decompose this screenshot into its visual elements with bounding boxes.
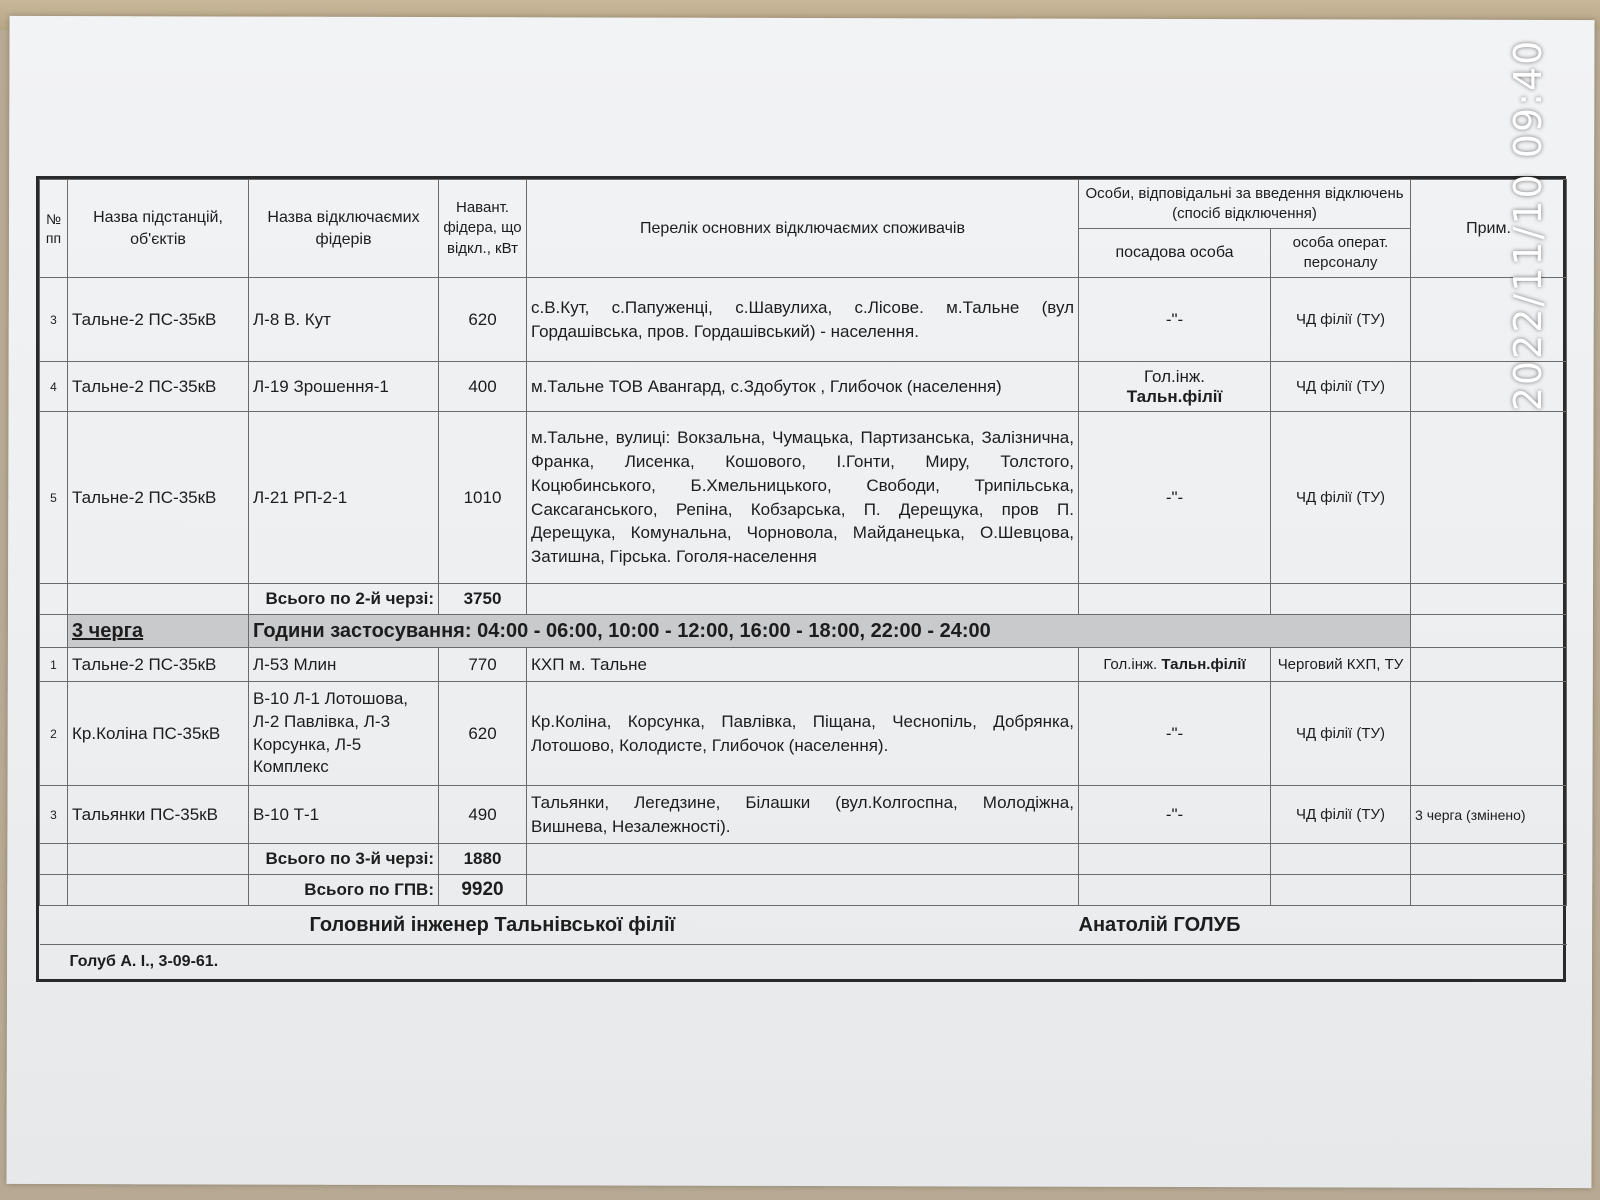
row-operator: ЧД філії (ТУ) <box>1271 278 1411 362</box>
empty-cell <box>1079 875 1271 906</box>
row-feeder: Л-8 В. Кут <box>249 278 439 362</box>
queue3-total-label: Всього по 3-й черзі: <box>249 844 439 875</box>
empty-cell <box>527 584 1079 615</box>
row-operator: Черговий КХП, ТУ <box>1271 648 1411 682</box>
queue3-total-row <box>40 844 1567 875</box>
empty-cell <box>1271 584 1411 615</box>
table-row <box>40 412 1567 584</box>
row-consumers: Тальянки, Легедзине, Білашки (вул.Колгоспна, Молодіжна, Вишнева, Незалежності). <box>527 786 1079 844</box>
row-load: 1010 <box>439 412 527 584</box>
contact-info: Голуб А. І., 3-09-61. <box>40 945 1567 980</box>
row-operator: ЧД філії (ТУ) <box>1271 362 1411 412</box>
row-substation: Тальне-2 ПС-35кВ <box>68 278 249 362</box>
col-load-header: Навант. фідера, що відкл., кВт <box>439 180 527 278</box>
empty-cell <box>1079 584 1271 615</box>
row-note <box>1411 648 1567 682</box>
official-branch: Тальн.філії <box>1126 386 1223 406</box>
row-consumers: с.В.Кут, с.Папуженці, с.Шавулиха, с.Лісове. м.Тальне (вул Гордашівська, пров. Гордашівський) - населення. <box>527 278 1079 362</box>
table-row <box>40 362 1567 412</box>
outage-schedule-document <box>36 176 1566 982</box>
empty-cell <box>40 615 68 648</box>
row-consumers: м.Тальне ТОВ Авангард, с.Здобуток , Глибочок (населення) <box>527 362 1079 412</box>
queue3-header-row <box>40 615 1567 648</box>
row-num: 4 <box>40 362 68 412</box>
empty-cell <box>1079 844 1271 875</box>
row-official <box>1079 786 1271 844</box>
row-substation: Тальне-2 ПС-35кВ <box>68 412 249 584</box>
row-num: 1 <box>40 648 68 682</box>
contact-row <box>40 945 1567 980</box>
official-text: -"- <box>1165 804 1184 824</box>
photo-timestamp-text: 2022/11/10 09:40 <box>1506 38 1550 412</box>
table-row <box>40 682 1567 786</box>
signature-row <box>40 906 1567 945</box>
row-load: 490 <box>439 786 527 844</box>
row-note: 3 черга (змінено) <box>1411 786 1567 844</box>
row-num: 3 <box>40 786 68 844</box>
empty-cell <box>1411 875 1567 906</box>
empty-cell <box>40 844 68 875</box>
empty-cell <box>68 584 249 615</box>
queue2-total-row <box>40 584 1567 615</box>
empty-cell <box>1271 844 1411 875</box>
row-official <box>1079 648 1271 682</box>
col-num-header: № пп <box>40 180 68 278</box>
grand-total-value: 9920 <box>439 875 527 906</box>
empty-cell <box>1271 875 1411 906</box>
row-load: 620 <box>439 278 527 362</box>
row-substation: Тальянки ПС-35кВ <box>68 786 249 844</box>
col-consumers-header: Перелік основних відключаємих споживачів <box>527 180 1079 278</box>
row-note <box>1411 682 1567 786</box>
row-num: 2 <box>40 682 68 786</box>
row-feeder: В-10 Т-1 <box>249 786 439 844</box>
row-official <box>1079 682 1271 786</box>
empty-cell <box>68 875 249 906</box>
row-substation: Тальне-2 ПС-35кВ <box>68 648 249 682</box>
row-feeder: Л-21 РП-2-1 <box>249 412 439 584</box>
official-branch: Тальн.філії <box>1161 656 1246 673</box>
outage-schedule-table <box>39 179 1567 979</box>
row-consumers: Кр.Коліна, Корсунка, Павлівка, Піщана, Чеснопіль, Добрянка, Лотошово, Колодисте, Глибочок (населення). <box>527 682 1079 786</box>
col-official-header: посадова особа <box>1079 229 1271 278</box>
official-text: -"- <box>1165 723 1184 743</box>
queue3-total-value: 1880 <box>439 844 527 875</box>
row-consumers: м.Тальне, вулиці: Вокзальна, Чумацька, Партизанська, Залізнична, Франка, Лисенка, Кошового, І.Гонти, Миру, Толстого, Коцюбинського, Б.Хмельницького, Свободи, Трипільська, Саксаганського, Репіна, Кобзарська, П. Дерещука, пров П. Дерещука, Комунальна, Чорновола, Майданецька, О.Шевцова, Затишна, Гірська. Гоголя-населення <box>527 412 1079 584</box>
row-operator: ЧД філії (ТУ) <box>1271 412 1411 584</box>
empty-cell <box>1411 844 1567 875</box>
queue3-label: 3 черга <box>68 615 249 648</box>
row-load: 770 <box>439 648 527 682</box>
table-header-row <box>40 180 1567 229</box>
empty-cell <box>1411 584 1567 615</box>
row-consumers: КХП м. Тальне <box>527 648 1079 682</box>
row-operator: ЧД філії (ТУ) <box>1271 682 1411 786</box>
queue2-total-label: Всього по 2-й черзі: <box>249 584 439 615</box>
row-note <box>1411 412 1567 584</box>
col-responsible-header: Особи, відповідальні за введення відключень (спосіб відключення) <box>1079 180 1411 229</box>
grand-total-row <box>40 875 1567 906</box>
table-row <box>40 278 1567 362</box>
row-official <box>1079 278 1271 362</box>
row-substation: Кр.Коліна ПС-35кВ <box>68 682 249 786</box>
empty-cell <box>40 875 68 906</box>
col-note-header: Прим. <box>1411 180 1567 278</box>
col-substation-header: Назва підстанцій, об'єктів <box>68 180 249 278</box>
photo-timestamp <box>1498 40 1558 410</box>
row-official <box>1079 412 1271 584</box>
row-feeder: В-10 Л-1 Лотошова, Л-2 Павлівка, Л-3 Корсунка, Л-5 Комплекс <box>249 682 439 786</box>
col-operator-header: особа операт. персоналу <box>1271 229 1411 278</box>
queue3-hours: Години застосування: 04:00 - 06:00, 10:00 - 12:00, 16:00 - 18:00, 22:00 - 24:00 <box>249 615 1411 648</box>
empty-cell <box>40 584 68 615</box>
table-row <box>40 786 1567 844</box>
row-load: 400 <box>439 362 527 412</box>
row-substation: Тальне-2 ПС-35кВ <box>68 362 249 412</box>
signature-position: Головний інженер Тальнівської філії <box>40 906 1079 945</box>
official-text: -"- <box>1165 309 1184 329</box>
grand-total-label: Всього по ГПВ: <box>249 875 439 906</box>
official-text: -"- <box>1165 487 1184 507</box>
queue2-total-value: 3750 <box>439 584 527 615</box>
row-num: 3 <box>40 278 68 362</box>
empty-cell <box>527 875 1079 906</box>
signature-name: Анатолій ГОЛУБ <box>1079 906 1567 945</box>
row-load: 620 <box>439 682 527 786</box>
row-feeder: Л-53 Млин <box>249 648 439 682</box>
official-text: Гол.інж. <box>1143 366 1206 386</box>
row-operator: ЧД філії (ТУ) <box>1271 786 1411 844</box>
row-official <box>1079 362 1271 412</box>
row-num: 5 <box>40 412 68 584</box>
col-feeder-header: Назва відключаємих фідерів <box>249 180 439 278</box>
table-row <box>40 648 1567 682</box>
row-feeder: Л-19 Зрошення-1 <box>249 362 439 412</box>
official-text: Гол.інж. <box>1103 656 1158 673</box>
empty-cell <box>1411 615 1567 648</box>
empty-cell <box>527 844 1079 875</box>
empty-cell <box>68 844 249 875</box>
